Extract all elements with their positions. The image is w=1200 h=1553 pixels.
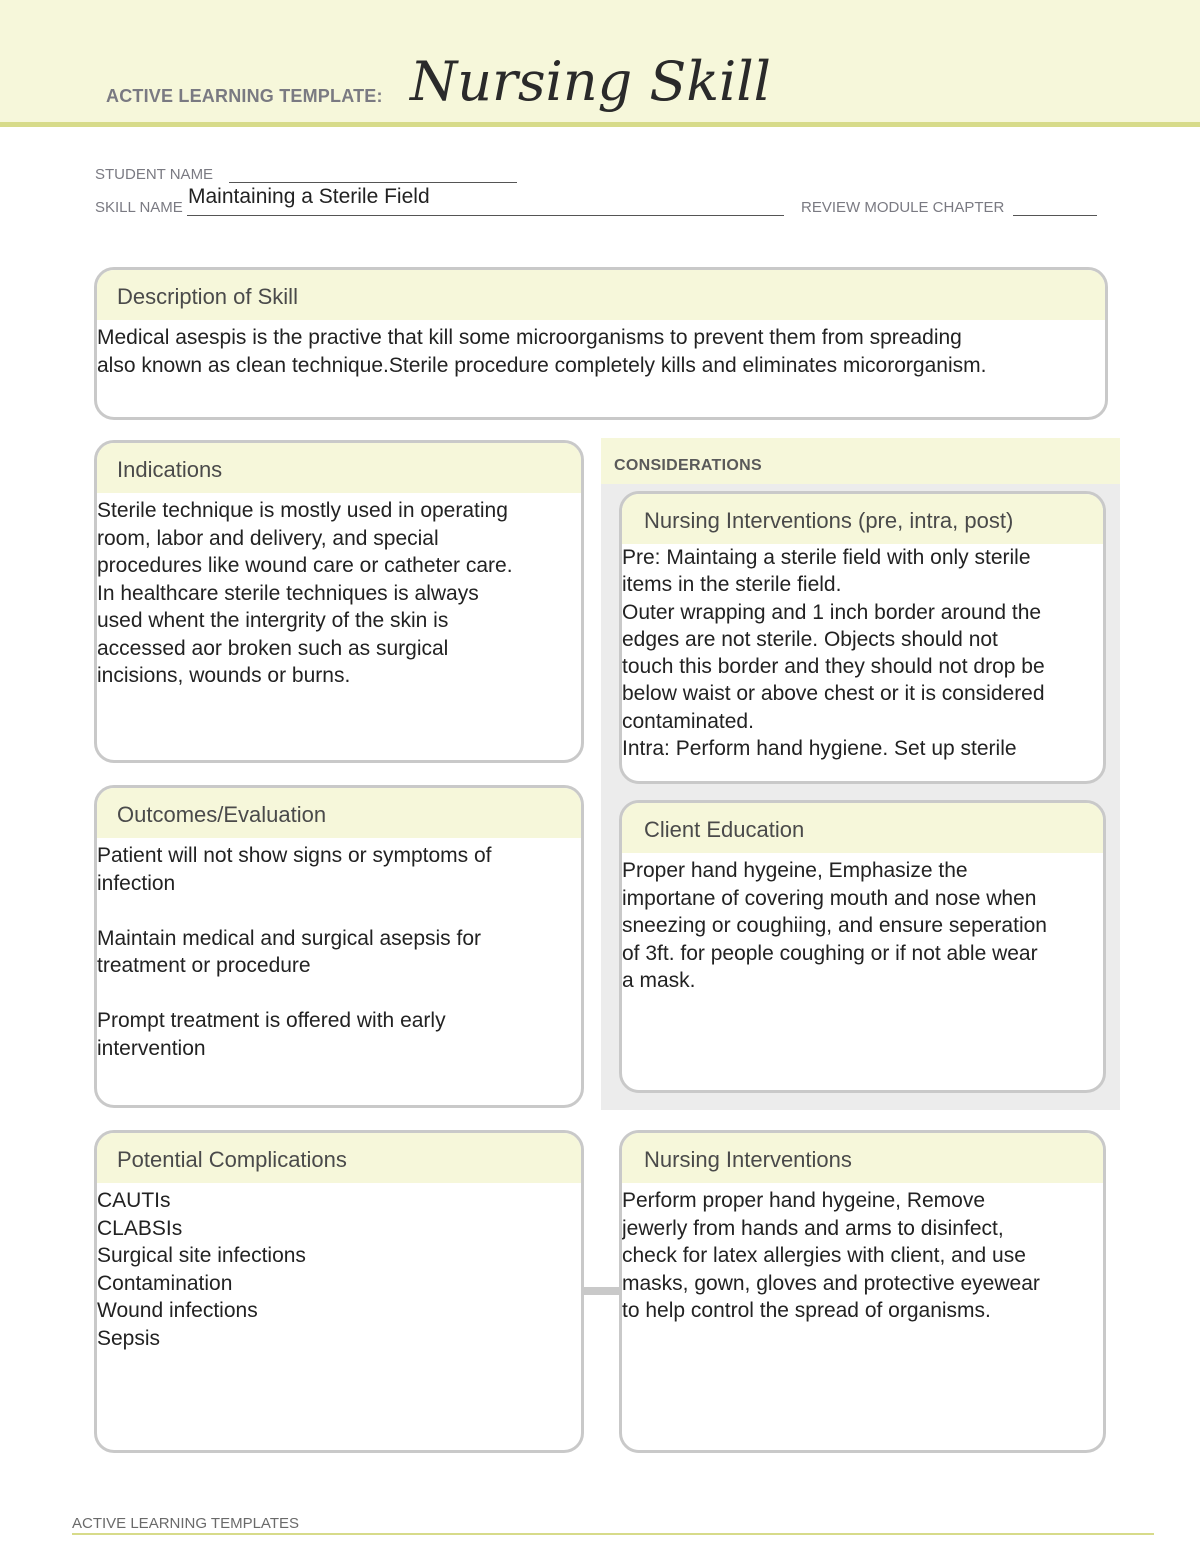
indications-card bbox=[94, 440, 584, 763]
skill-name-field[interactable]: Maintaining a Sterile Field bbox=[188, 185, 430, 208]
description-card bbox=[94, 267, 1108, 420]
nursing-interventions-body: Perform proper hand hygeine, Remove jewerly from hands and arms to disinfect, check for latex allergies with client, and use masks, gown, gloves and protective eyewear to help control the spread of organisms. bbox=[622, 1189, 1040, 1322]
nursing-interventions-ppp-title: Nursing Interventions (pre, intra, post) bbox=[622, 494, 1103, 544]
template-title: Nursing Skill bbox=[410, 50, 771, 113]
nursing-interventions-ppp-body: Pre: Maintaing a sterile field with only sterile items in the sterile field. Outer wrapping and 1 inch border around the edges are not sterile. Objects should not touch this border and they should not drop be below waist or above chest or it is considered contaminated. Intra: Perform hand hygiene. Set up sterile bbox=[622, 546, 1045, 761]
student-name-label: STUDENT NAME bbox=[95, 166, 214, 183]
client-education-title: Client Education bbox=[622, 803, 1103, 853]
indications-body: Sterile technique is mostly used in operating room, labor and delivery, and special procedures like wound care or catheter care. In healthcare sterile techniques is always used whent the intergrity of the skin is accessed aor broken such as surgical incisions, wounds or burns. bbox=[97, 499, 513, 687]
footer-label: ACTIVE LEARNING TEMPLATES bbox=[72, 1515, 299, 1532]
description-title: Description of Skill bbox=[97, 270, 1105, 320]
complications-title: Potential Complications bbox=[97, 1133, 581, 1183]
outcomes-body: Patient will not show signs or symptoms of infection Maintain medical and surgical asepsis for treatment or procedure Prompt treatment is offered with early intervention bbox=[97, 844, 492, 1060]
client-education-body: Proper hand hygeine, Emphasize the importane of covering mouth and nose when sneezing or coughiing, and ensure seperation of 3ft. for people coughing or if not able wear a mask. bbox=[622, 859, 1047, 992]
nursing-interventions-title: Nursing Interventions bbox=[622, 1133, 1103, 1183]
indications-title: Indications bbox=[97, 443, 581, 493]
review-module-field[interactable] bbox=[1013, 214, 1097, 216]
review-module-label: REVIEW MODULE CHAPTER bbox=[801, 199, 1005, 216]
complications-body: CAUTIs CLABSIs Surgical site infections Contamination Wound infections Sepsis bbox=[97, 1189, 306, 1350]
connector-bar bbox=[583, 1287, 621, 1295]
skill-name-label: SKILL NAME bbox=[95, 199, 183, 216]
footer-rule bbox=[72, 1533, 1154, 1535]
complications-card bbox=[94, 1130, 584, 1453]
considerations-title: CONSIDERATIONS bbox=[614, 457, 762, 474]
student-name-field[interactable] bbox=[229, 181, 517, 183]
client-education-card bbox=[619, 800, 1106, 1093]
nursing-interventions-ppp-card bbox=[619, 491, 1106, 784]
description-body: Medical asespis is the practive that kill some microorganisms to prevent them from spreading also known as clean technique.Sterile procedure completely kills and eliminates micororganism. bbox=[97, 326, 987, 377]
outcomes-title: Outcomes/Evaluation bbox=[97, 788, 581, 838]
template-label: ACTIVE LEARNING TEMPLATE: bbox=[106, 86, 383, 106]
skill-name-line bbox=[187, 214, 784, 216]
outcomes-card bbox=[94, 785, 584, 1108]
nursing-interventions-card bbox=[619, 1130, 1106, 1453]
header-rule bbox=[0, 122, 1200, 127]
